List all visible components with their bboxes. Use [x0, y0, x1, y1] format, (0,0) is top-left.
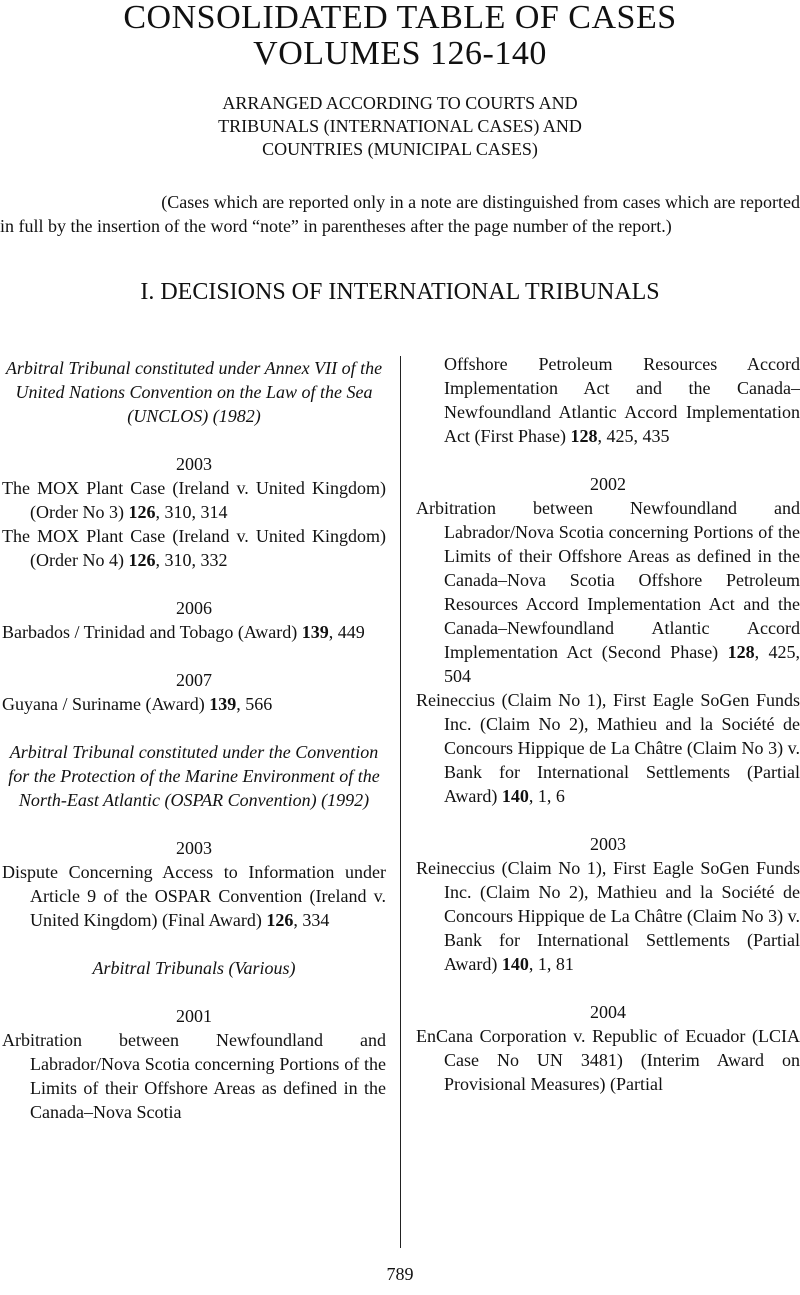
year-heading: 2003: [176, 838, 212, 858]
column-divider: [400, 356, 401, 1248]
tribunal-heading: Arbitral Tribunals (Various): [92, 958, 296, 978]
page-subtitle: [0, 92, 800, 161]
case-entry: Dispute Concerning Access to Information under Article 9 of the OSPAR Convention (Ireland v. United Kingdom) (Final Award) 126, 334: [2, 862, 386, 930]
case-entry: Arbitration between Newfoundland and Labrador/Nova Scotia concerning Portions of the Limits of their Offshore Areas as defined in the Canada–Nova Scotia Offshore Petroleum Resources Accord Implementation Act and the Canada–Newfoundland Atlantic Accord Implementation Act (Second Phase) 128, 425, 504: [416, 498, 800, 686]
right-column: [416, 352, 800, 1096]
note-line-2: in full by the insertion of the word “note” in parentheses after the page number of the report.): [0, 216, 672, 236]
case-entry: Arbitration between Newfoundland and Labrador/Nova Scotia concerning Portions of the Limits of their Offshore Areas as defined in the Canada–Nova Scotia: [2, 1030, 386, 1122]
left-column: [2, 356, 386, 1124]
title-line-2: VOLUMES 126-140: [253, 35, 547, 72]
page-number: 789: [386, 1264, 414, 1284]
subtitle-line-1: ARRANGED ACCORDING TO COURTS AND: [222, 93, 578, 113]
case-entry: Guyana / Suriname (Award) 139, 566: [2, 694, 273, 714]
year-heading: 2004: [590, 1002, 626, 1022]
case-entry: Barbados / Trinidad and Tobago (Award) 139, 449: [2, 622, 365, 642]
year-heading: 2003: [176, 454, 212, 474]
case-entry: EnCana Corporation v. Republic of Ecuador (LCIA Case No UN 3481) (Interim Award on Provisional Measures) (Partial: [416, 1026, 800, 1094]
page-title: [0, 0, 800, 72]
case-entry: Reineccius (Claim No 1), First Eagle SoGen Funds Inc. (Claim No 2), Mathieu and la Société de Concours Hippique de La Châtre (Claim No 3) v. Bank for International Settlements (Partial Award) 140, 1, 81: [416, 858, 800, 974]
tribunal-heading: Arbitral Tribunal constituted under the Convention for the Protection of the Marine Environment of the North-East Atlantic (OSPAR Convention) (1992): [8, 742, 380, 810]
subtitle-line-2: TRIBUNALS (INTERNATIONAL CASES) AND: [218, 116, 582, 136]
case-entry-continued: Offshore Petroleum Resources Accord Implementation Act and the Canada–Newfoundland Atlantic Accord Implementation Act (First Phase) 128, 425, 435: [444, 354, 800, 446]
title-line-1: CONSOLIDATED TABLE OF CASES: [123, 0, 677, 36]
case-entry: Reineccius (Claim No 1), First Eagle SoGen Funds Inc. (Claim No 2), Mathieu and la Société de Concours Hippique de La Châtre (Claim No 3) v. Bank for International Settlements (Partial Award) 140, 1, 6: [416, 690, 800, 806]
subtitle-line-3: COUNTRIES (MUNICIPAL CASES): [262, 139, 538, 159]
case-entry: The MOX Plant Case (Ireland v. United Kingdom) (Order No 4) 126, 310, 332: [2, 526, 386, 570]
explanatory-note: [0, 190, 800, 238]
tribunal-heading: Arbitral Tribunal constituted under Annex VII of the United Nations Convention on the Law of the Sea (UNCLOS) (1982): [5, 358, 383, 426]
year-heading: 2001: [176, 1006, 212, 1026]
year-heading: 2003: [590, 834, 626, 854]
section-title: I. DECISIONS OF INTERNATIONAL TRIBUNALS: [140, 279, 660, 305]
year-heading: 2006: [176, 598, 212, 618]
case-entry: The MOX Plant Case (Ireland v. United Kingdom) (Order No 3) 126, 310, 314: [2, 478, 386, 522]
year-heading: 2002: [590, 474, 626, 494]
year-heading: 2007: [176, 670, 212, 690]
note-line-1: (Cases which are reported only in a note are distinguished from cases which are reported: [161, 192, 800, 212]
